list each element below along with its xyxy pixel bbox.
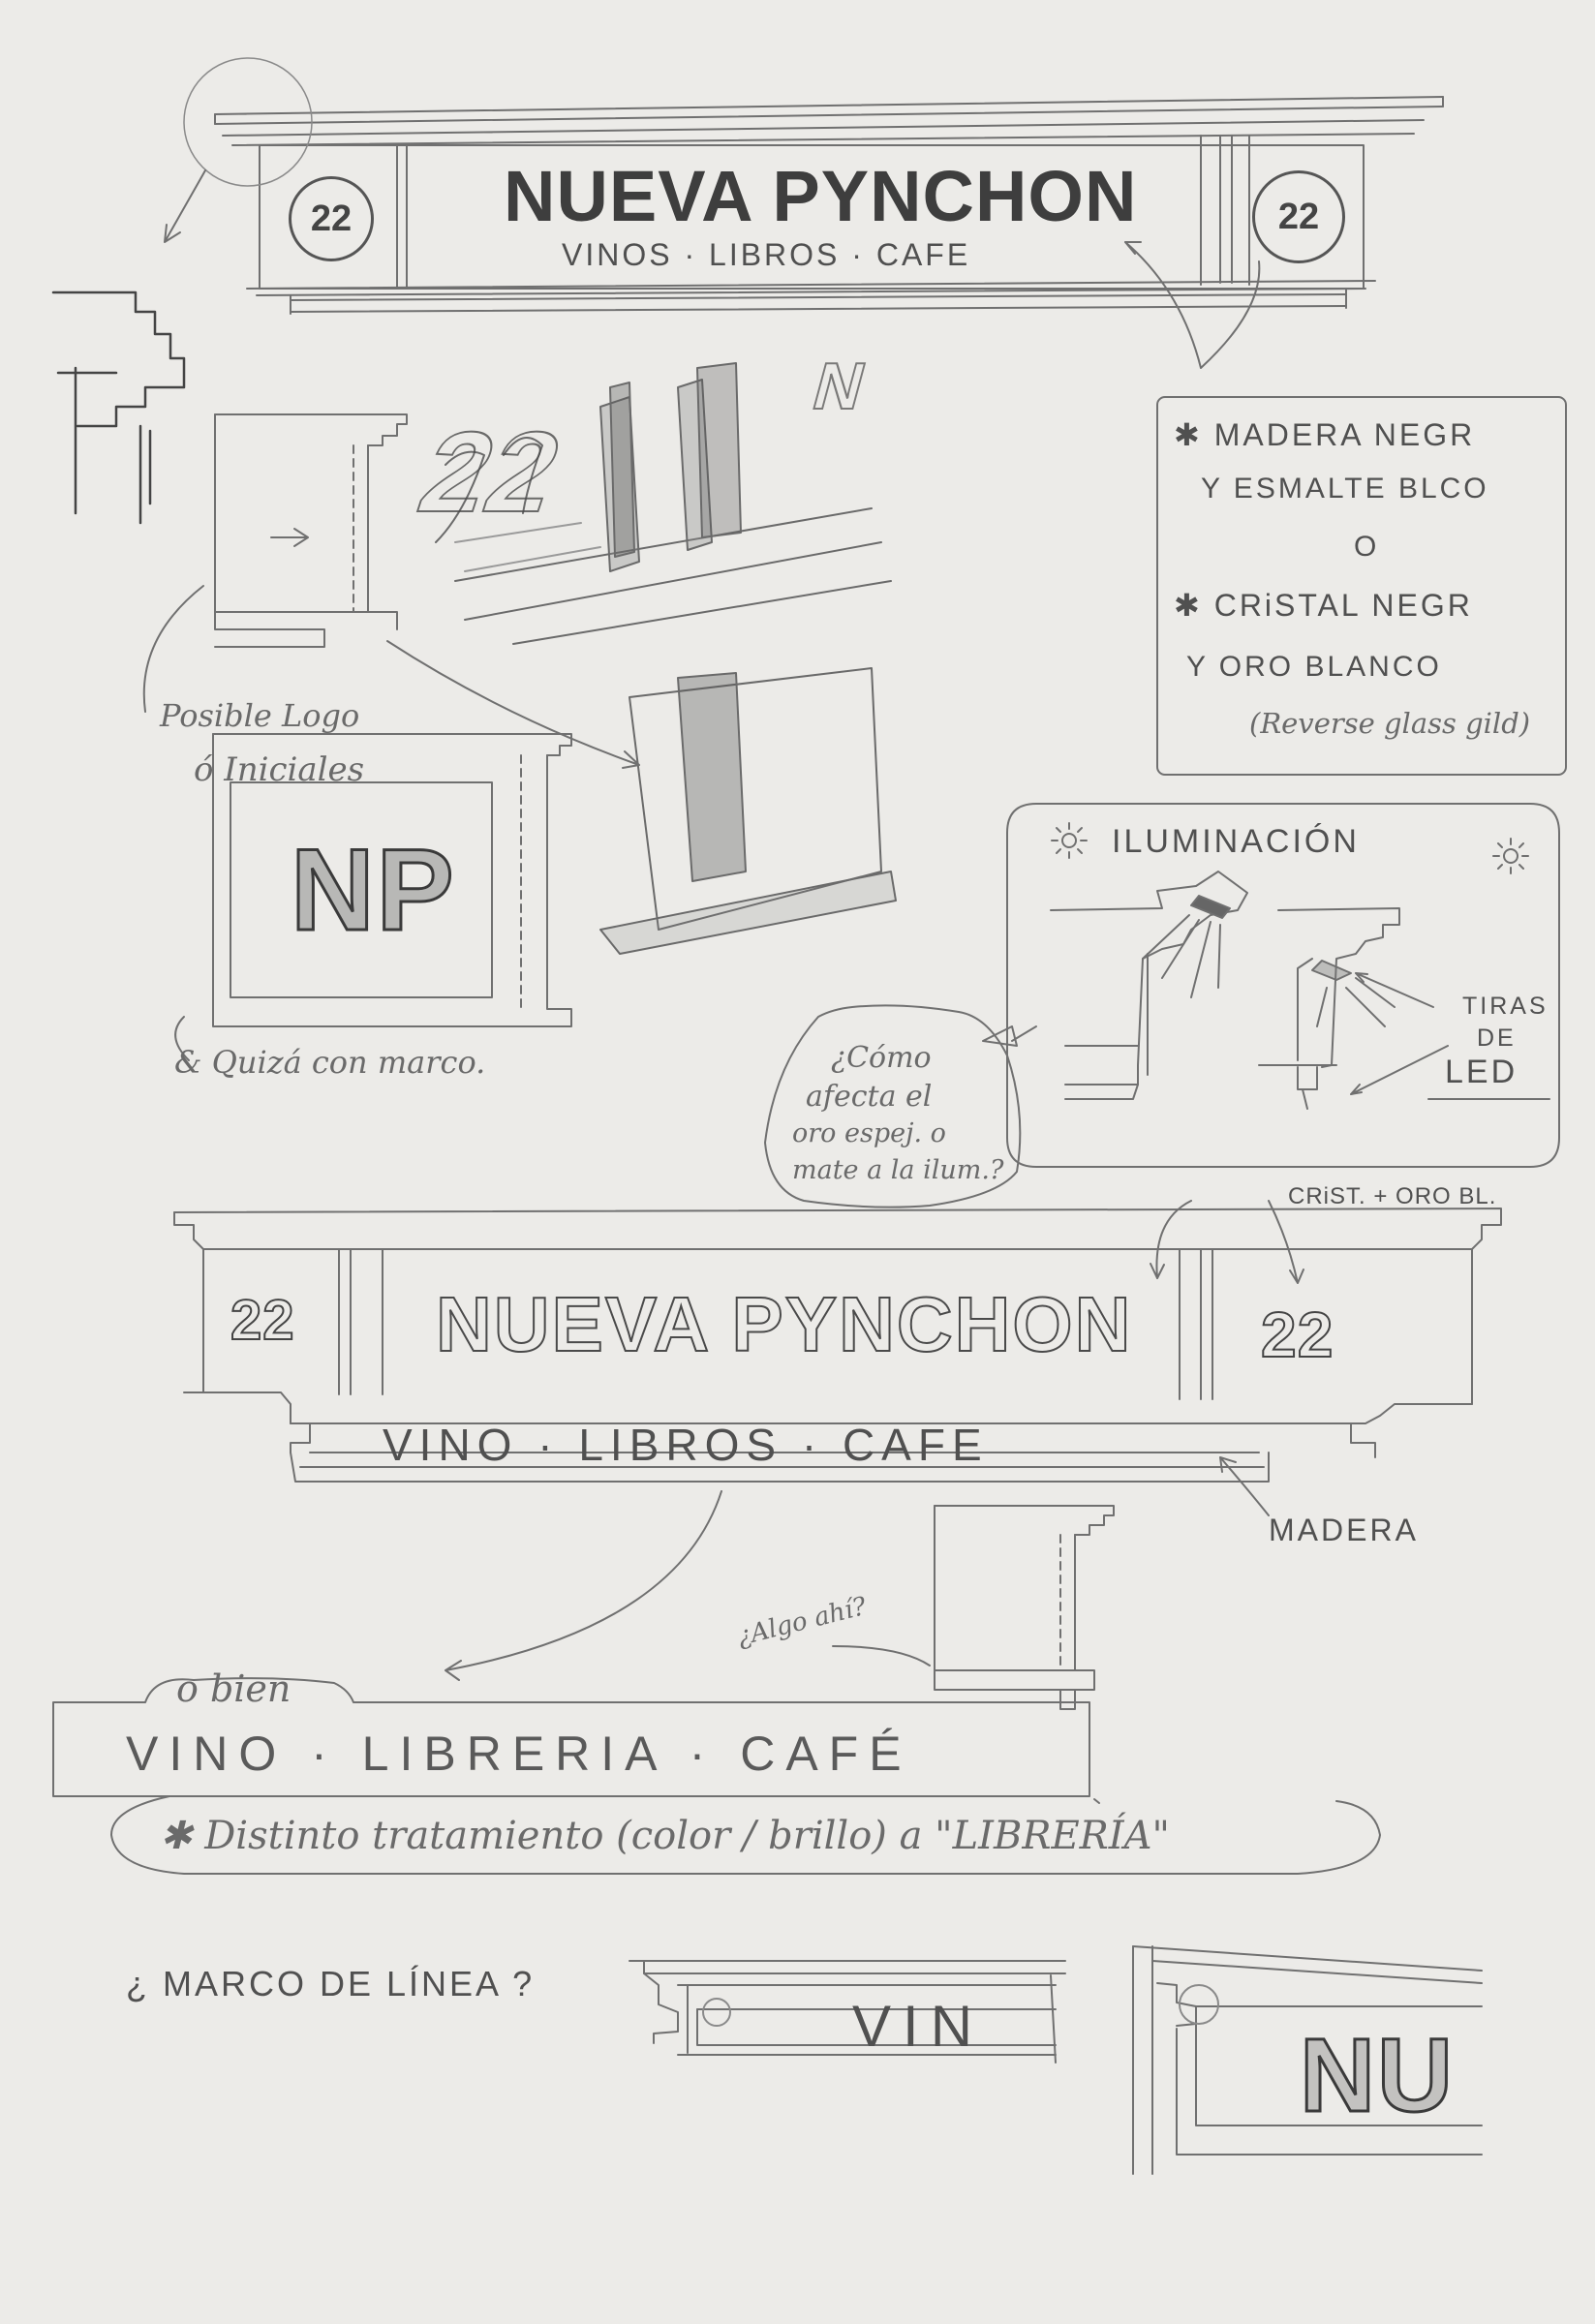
sign1-title: NUEVA PYNCHON (504, 156, 1138, 236)
logo-frame-note: & Quizá con marco. (174, 1044, 486, 1081)
led-label-2: DE (1477, 1024, 1517, 1052)
question-line-2: afecta el (806, 1080, 933, 1114)
alternative-text: VINO · LIBRERIA · CAFÉ (126, 1727, 912, 1781)
connector-arrows-1 (144, 586, 639, 768)
perspective-letter: N (805, 350, 875, 423)
sign2-title: NUEVA PYNCHON (436, 1281, 1133, 1367)
molding-profile-1 (53, 292, 184, 523)
materials-line-5: Y ORO BLANCO (1186, 651, 1442, 683)
sign2-number-right: 22 (1261, 1299, 1334, 1370)
section-drawing-1 (215, 414, 407, 647)
materials-line-6: (Reverse glass gild) (1249, 707, 1531, 740)
frame-question: ¿ MARCO DE LÍNEA ? (126, 1964, 536, 2003)
frame-sample-left-text: VIN (852, 1994, 985, 2059)
section-drawing-2 (833, 1506, 1114, 1709)
perspective-number: 22 (405, 409, 578, 536)
led-label-1: TIRAS (1462, 993, 1549, 1020)
side-question: ¿Algo ahí? (734, 1591, 870, 1653)
frame-sample-left (629, 1961, 1065, 2063)
led-label-3: LED (1445, 1054, 1518, 1090)
materials-line-4: ✱ CRiSTAL NEGR (1174, 588, 1473, 623)
sign2-number-left: 22 (230, 1289, 295, 1352)
question-line-4: mate a la ilum.? (792, 1155, 1004, 1185)
materials-line-1: ✱ MADERA NEGR (1174, 417, 1476, 452)
sign1-number-left: 22 (289, 176, 374, 261)
alternative-note: ✱ Distinto tratamiento (color / brillo) a "LIBRERÍA" (160, 1814, 1170, 1858)
lighting-title: ILUMINACIÓN (1112, 823, 1360, 860)
logo-note-line-1: Posible Logo (160, 697, 360, 734)
question-line-1: ¿Cómo (831, 1041, 932, 1075)
sign2-note-glass: CRiST. + ORO BL. (1288, 1183, 1497, 1209)
materials-line-3: O (1354, 531, 1380, 563)
sign1-number-right: 22 (1252, 170, 1345, 263)
sign2-subtitle: VINO · LIBROS · CAFE (383, 1420, 989, 1470)
logo-initials: NP (291, 825, 456, 955)
sign2-note-wood: MADERA (1269, 1513, 1419, 1547)
alternative-label: o bien (176, 1667, 291, 1710)
frame-sample-right-text: NU (1300, 2016, 1455, 2133)
sign1-subtitle: VINOS · LIBROS · CAFE (562, 237, 971, 272)
question-line-3: oro espej. o (792, 1118, 946, 1148)
materials-line-2: Y ESMALTE BLCO (1201, 473, 1489, 505)
logo-note-line-2: ó Iniciales (194, 750, 365, 789)
